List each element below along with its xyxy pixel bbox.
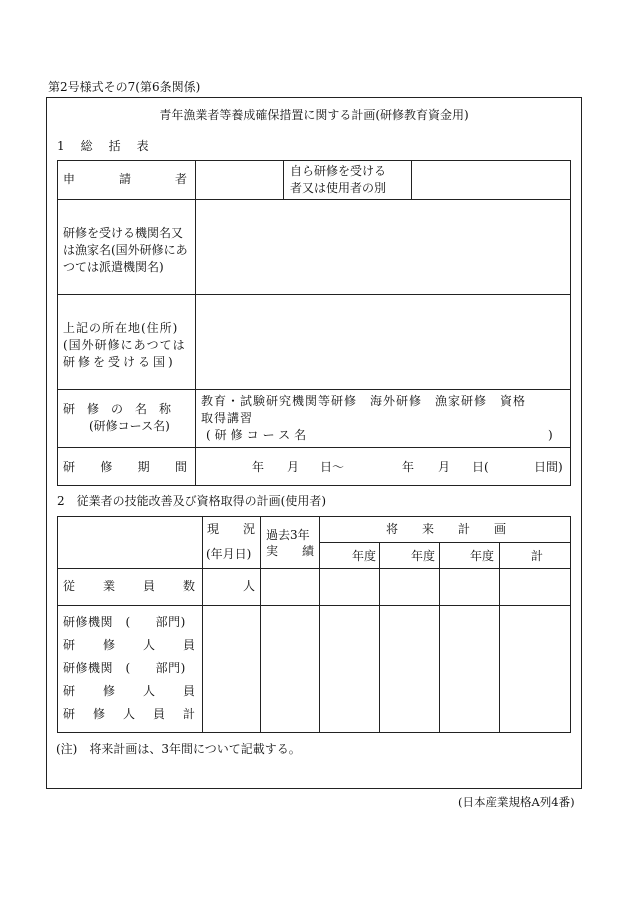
document-title: 青年漁業者等養成確保措置に関する計画(研修教育資金用) — [159, 108, 469, 122]
trainee-or-employer-label-1: 自ら研修を受ける — [290, 164, 387, 178]
period-day2: 日( — [472, 460, 489, 474]
col-past-2: 実 績 — [266, 544, 315, 558]
course-label-1: 研 修 の 名 称 — [63, 402, 172, 416]
course-options-line2: 取得講習 — [201, 411, 254, 425]
trainee-or-employer-field[interactable] — [412, 161, 569, 198]
course-label-2: (研修コース名) — [89, 419, 170, 433]
period-days: 日間) — [534, 460, 563, 474]
period-month2: 月 — [438, 460, 451, 474]
period-year1: 年 — [252, 460, 265, 474]
col-current-1: 現 況 — [207, 522, 256, 536]
row-inst-2: 研修機関 ( 部門) — [63, 661, 186, 675]
note: (注) 将来計画は、3年間について記載する。 — [56, 742, 301, 756]
row-trainees-2: 研 修 人 員 — [63, 684, 195, 698]
course-name-close: ) — [548, 428, 553, 442]
institution-label-2: は漁家名(国外研修にあ — [63, 243, 188, 257]
location-label-1: 上記の所在地(住所) — [63, 321, 179, 335]
col-future: 将 来 計 画 — [386, 522, 507, 536]
section2-heading: 2 従業者の技能改善及び資格取得の計画(使用者) — [57, 494, 326, 508]
institution-field[interactable] — [196, 200, 569, 293]
location-label-2: (国外研修にあつては — [63, 338, 186, 352]
row-inst-1: 研修機関 ( 部門) — [63, 615, 186, 629]
course-options-line1: 教育・試験研究機関等研修 海外研修 漁家研修 資格 — [201, 394, 527, 408]
course-name-label: (研修コース名 — [206, 428, 311, 442]
applicant-field[interactable] — [196, 161, 282, 198]
period-month1: 月 — [287, 460, 300, 474]
applicant-label: 申 請 者 — [63, 172, 187, 186]
col-year-2: 年度 — [411, 549, 436, 563]
period-year2: 年 — [402, 460, 415, 474]
form-id: 第2号様式その7(第6条関係) — [48, 80, 201, 94]
col-past-1: 過去3年 — [266, 528, 310, 542]
location-label-3: 研修を受ける国) — [63, 355, 176, 369]
section1-heading: 1 総 括 表 — [57, 139, 151, 153]
col-current-2: (年月日) — [206, 547, 252, 561]
institution-label-1: 研修を受ける機関名又 — [63, 226, 184, 240]
period-label: 研 修 期 間 — [63, 460, 187, 474]
trainee-or-employer-label-2: 者又は使用者の別 — [290, 181, 387, 195]
col-total: 計 — [531, 549, 544, 563]
unit-person: 人 — [243, 579, 256, 593]
location-field[interactable] — [196, 295, 569, 388]
row-trainees-1: 研 修 人 員 — [63, 638, 195, 652]
row-employees: 従 業 員 数 — [63, 579, 195, 593]
col-year-3: 年度 — [470, 549, 495, 563]
row-total: 研 修 人 員 計 — [63, 707, 195, 721]
period-day1: 日〜 — [320, 460, 345, 474]
institution-label-3: つては派遣機関名) — [63, 260, 164, 274]
jis-size-note: (日本産業規格A列4番) — [458, 795, 575, 809]
col-year-1: 年度 — [352, 549, 377, 563]
